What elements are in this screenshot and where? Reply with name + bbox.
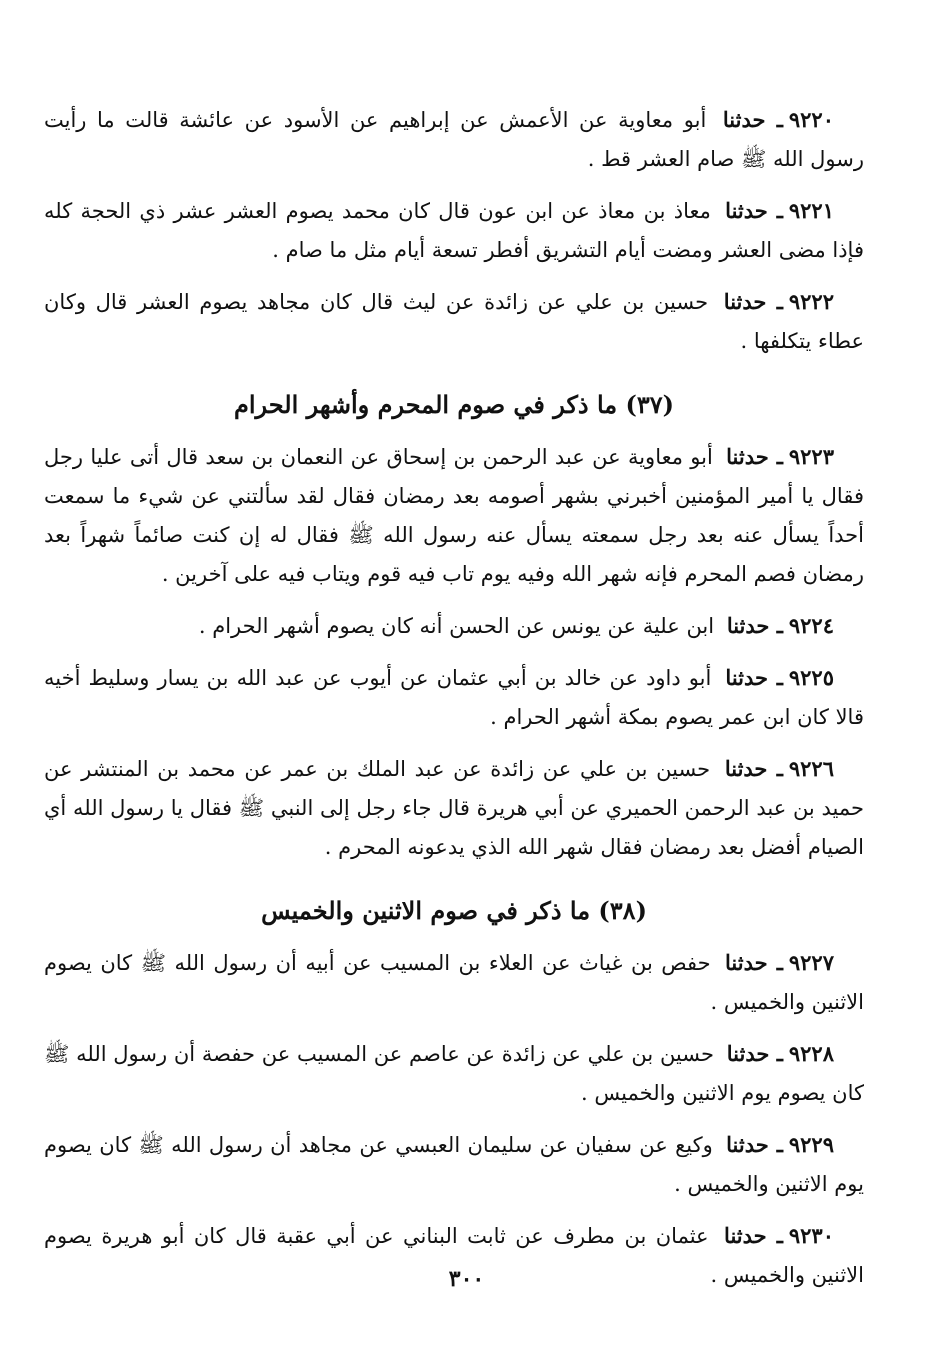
hadith-9220 [44, 100, 864, 179]
document-page [44, 100, 864, 1307]
hadith-text: حسين بن علي عن زائدة عن عبد الملك بن عمر عن محمد بن المنتشر عن حميد بن عبد الرحمن الحميري عن أبي هريرة قال جاء رجل إلى النبي ﷺ فقال يا رسول الله أي الصيام أفضل بعد رمضان فقال شهر الله الذي يدعونه المحرم . [44, 757, 864, 859]
hadith-lead: ـ حدثنا [724, 1223, 783, 1248]
hadith-number: ٩٢٢٥ [788, 665, 834, 690]
hadith-number: ٩٢٣٠ [788, 1223, 834, 1248]
hadith-text: أبو معاوية عن الأعمش عن إبراهيم عن الأسود عن عائشة قالت ما رأيت رسول الله ﷺ صام العشر قط . [44, 108, 864, 171]
hadith-number: ٩٢٢٤ [788, 613, 834, 638]
hadith-number: ٩٢٢٦ [788, 756, 834, 781]
hadith-text: وكيع عن سفيان عن سليمان العبسي عن مجاهد أن رسول الله ﷺ كان يصوم يوم الاثنين والخميس . [44, 1133, 864, 1196]
hadith-lead: ـ حدثنا [726, 444, 783, 469]
hadith-text: حسين بن علي عن زائدة عن عاصم عن المسيب عن حفصة أن رسول الله ﷺ كان يصوم يوم الاثنين والخميس . [44, 1042, 864, 1105]
hadith-9226 [44, 749, 864, 867]
hadith-lead: ـ حدثنا [726, 1132, 783, 1157]
hadith-text: أبو داود عن خالد بن أبي عثمان عن أيوب عن عبد الله بن يسار وسليط أخيه قالا كان ابن عمر يصوم بمكة أشهر الحرام . [44, 666, 864, 729]
hadith-number: ٩٢٢٣ [788, 444, 834, 469]
section-heading-37: (٣٧) ما ذكر في صوم المحرم وأشهر الحرام [234, 390, 674, 419]
hadith-lead: ـ حدثنا [723, 289, 783, 314]
hadith-text: ابن علية عن يونس عن الحسن أنه كان يصوم أشهر الحرام . [198, 614, 715, 638]
hadith-9223 [44, 437, 864, 594]
hadith-9227 [44, 943, 864, 1022]
hadith-lead: ـ حدثنا [726, 1041, 783, 1066]
hadith-lead: ـ حدثنا [725, 950, 783, 975]
hadith-lead: ـ حدثنا [722, 107, 783, 132]
hadith-lead: ـ حدثنا [726, 613, 783, 638]
hadith-9222 [44, 282, 864, 361]
hadith-9229 [44, 1125, 864, 1204]
hadith-number: ٩٢٢١ [788, 198, 834, 223]
hadith-text: حفص بن غياث عن العلاء بن المسيب عن أبيه أن رسول الله ﷺ كان يصوم الاثنين والخميس . [44, 951, 864, 1014]
hadith-9221 [44, 191, 864, 270]
hadith-number: ٩٢٢٠ [788, 107, 834, 132]
hadith-number: ٩٢٢٧ [788, 950, 834, 975]
hadith-lead: ـ حدثنا [724, 756, 783, 781]
hadith-text: حسين بن علي عن زائدة عن ليث قال كان مجاهد يصوم العشر قال وكان عطاء يتكلفها . [44, 290, 864, 353]
hadith-text: أبو معاوية عن عبد الرحمن بن إسحاق عن النعمان بن سعد قال أتى عليا رجل فقال يا أمير المؤمنين أخبرني بشهر أصومه بعد رمضان فقال لقد سألتني عن شيء ما سمعت أحداً يسأل عنه بعد رجل سمعته يسأل عنه رسول الله ﷺ فقال له إن كنت صائماً شهراً بعد رمضان فصم المحرم فإنه شهر الله وفيه يوم تاب فيه قوم ويتاب فيه على آخرين . [44, 445, 864, 586]
hadith-9224 [44, 606, 864, 646]
hadith-lead: ـ حدثنا [725, 198, 783, 223]
hadith-text: معاذ بن معاذ عن ابن عون قال كان محمد يصوم العشر عشر ذي الحجة كله فإذا مضى العشر ومضت أيام التشريق أفطر تسعة أيام مثل ما صام . [44, 199, 864, 262]
hadith-number: ٩٢٢٩ [788, 1132, 834, 1157]
hadith-9228 [44, 1034, 864, 1113]
section-heading-38: (٣٨) ما ذكر في صوم الاثنين والخميس [261, 896, 647, 925]
page-number: ٣٠٠ [448, 1266, 485, 1292]
hadith-text: عثمان بن مطرف عن ثابت البناني عن أبي عقبة قال كان أبو هريرة يصوم الاثنين والخميس . [44, 1224, 864, 1287]
hadith-9225 [44, 658, 864, 737]
hadith-number: ٩٢٢٢ [788, 289, 834, 314]
hadith-number: ٩٢٢٨ [788, 1041, 834, 1066]
hadith-lead: ـ حدثنا [725, 665, 783, 690]
